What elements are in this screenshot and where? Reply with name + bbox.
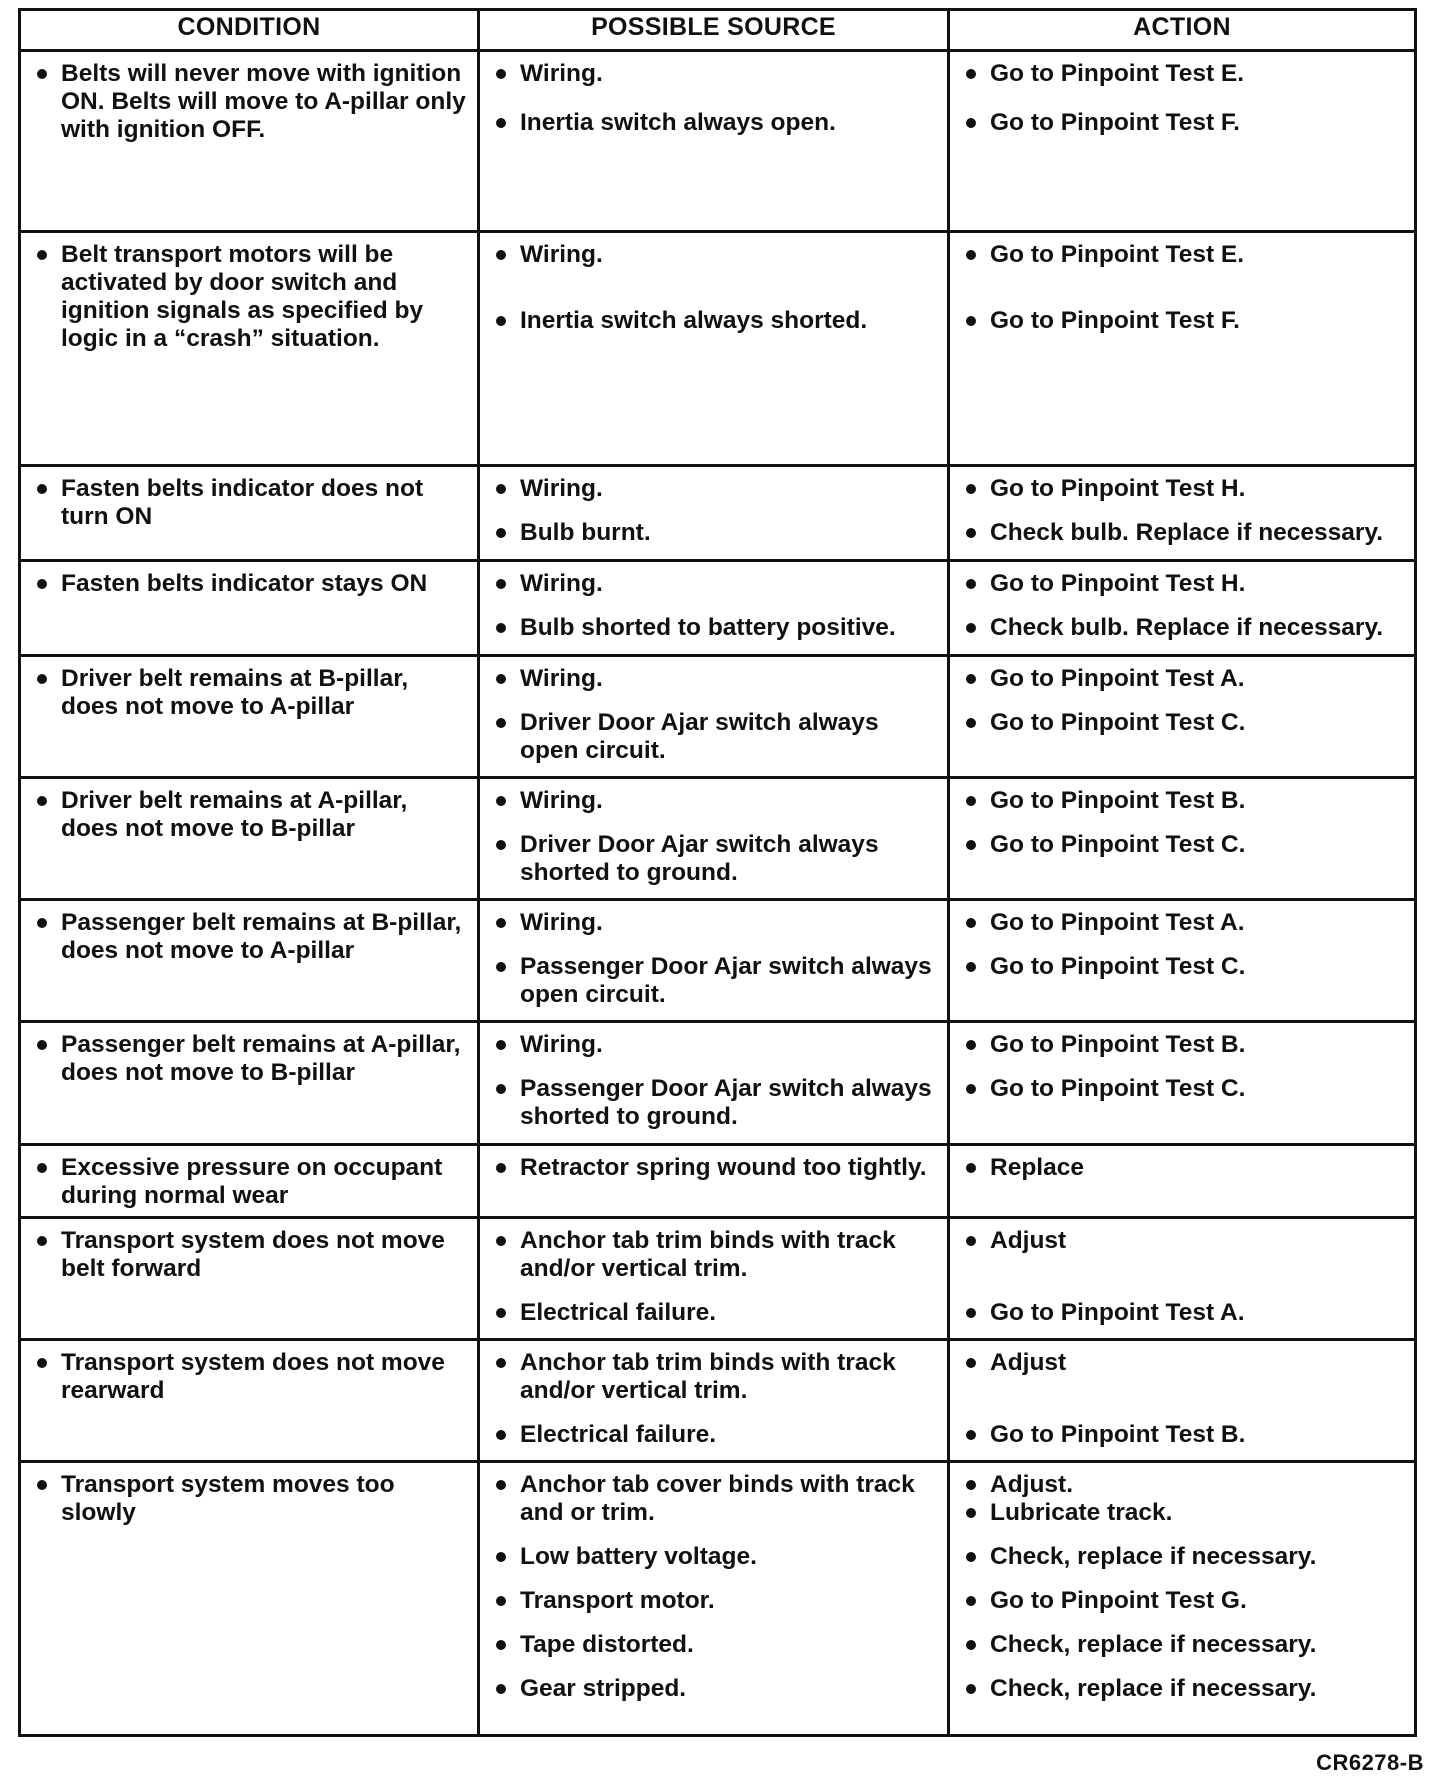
- bullet-icon: [496, 962, 506, 972]
- table-row: [20, 232, 1416, 466]
- list-item: [962, 1154, 1404, 1182]
- bullet-icon: [966, 623, 976, 633]
- bullet-icon: [966, 528, 976, 538]
- list-item: [33, 665, 467, 721]
- list-item: [492, 307, 937, 335]
- condition-cell: [20, 51, 479, 232]
- list-item: [492, 831, 937, 887]
- condition-text: Excessive pressure on occupant during normal wear: [61, 1154, 443, 1209]
- condition-text: Belt transport motors will be activated by door switch and ignition signals as specified by logic in a “crash” situation.: [61, 241, 424, 352]
- bullet-icon: [496, 623, 506, 633]
- action-text: Go to Pinpoint Test A.: [990, 909, 1245, 936]
- condition-cell: [20, 1340, 479, 1462]
- source-text: Anchor tab cover binds with track and or trim.: [520, 1471, 915, 1526]
- table-row: [20, 1022, 1416, 1145]
- table-row: [20, 778, 1416, 900]
- bullet-icon: [496, 840, 506, 850]
- action-text: Go to Pinpoint Test B.: [990, 787, 1246, 814]
- list-item: [492, 1154, 937, 1182]
- source-text: Low battery voltage.: [520, 1543, 757, 1570]
- action-text: Go to Pinpoint Test F.: [990, 307, 1240, 334]
- list-item: [492, 1675, 937, 1703]
- condition-text: Passenger belt remains at A-pillar, does not move to B-pillar: [61, 1031, 461, 1086]
- bullet-icon: [37, 1040, 47, 1050]
- bullet-icon: [496, 1308, 506, 1318]
- list-item: [962, 1471, 1404, 1499]
- action-text: Adjust: [990, 1349, 1067, 1376]
- bullet-icon: [966, 718, 976, 728]
- action-cell: [949, 1218, 1416, 1340]
- bullet-icon: [496, 796, 506, 806]
- action-cell: [949, 656, 1416, 778]
- source-text: Bulb shorted to battery positive.: [520, 614, 896, 641]
- list-item: [33, 475, 467, 531]
- bullet-icon: [37, 918, 47, 928]
- action-cell: [949, 466, 1416, 561]
- source-text: Electrical failure.: [520, 1299, 717, 1326]
- bullet-icon: [966, 1480, 976, 1490]
- bullet-icon: [496, 674, 506, 684]
- list-item: [962, 614, 1404, 642]
- source-text: Passenger Door Ajar switch always open circuit.: [520, 953, 932, 1008]
- action-text: Go to Pinpoint Test H.: [990, 475, 1246, 502]
- bullet-icon: [966, 1508, 976, 1518]
- bullet-icon: [496, 579, 506, 589]
- list-item: [962, 109, 1404, 137]
- bullet-icon: [966, 918, 976, 928]
- source-text: Driver Door Ajar switch always open circuit.: [520, 709, 879, 764]
- table-row: [20, 900, 1416, 1022]
- list-item: [962, 1349, 1404, 1377]
- bullet-icon: [966, 674, 976, 684]
- action-text: Check bulb. Replace if necessary.: [990, 614, 1384, 641]
- source-cell: [479, 232, 949, 466]
- action-text: Go to Pinpoint Test E.: [990, 60, 1245, 87]
- list-item: [962, 1031, 1404, 1059]
- list-item: [962, 1587, 1404, 1615]
- action-text: Go to Pinpoint Test G.: [990, 1587, 1247, 1614]
- list-item: [962, 1631, 1404, 1659]
- list-item: [492, 1299, 937, 1327]
- bullet-icon: [966, 796, 976, 806]
- list-item: [492, 1349, 937, 1405]
- list-item: [492, 1075, 937, 1131]
- list-item: [962, 307, 1404, 335]
- source-text: Passenger Door Ajar switch always shorted to ground.: [520, 1075, 932, 1130]
- action-text: Adjust: [990, 1227, 1067, 1254]
- bullet-icon: [496, 484, 506, 494]
- condition-cell: [20, 1462, 479, 1736]
- list-item: [33, 1349, 467, 1405]
- bullet-icon: [37, 69, 47, 79]
- list-item: [492, 1421, 937, 1449]
- list-item: [492, 241, 937, 269]
- list-item: [962, 1075, 1404, 1103]
- action-cell: [949, 1462, 1416, 1736]
- bullet-icon: [496, 1040, 506, 1050]
- bullet-icon: [496, 718, 506, 728]
- bullet-icon: [496, 316, 506, 326]
- source-text: Electrical failure.: [520, 1421, 717, 1448]
- condition-cell: [20, 900, 479, 1022]
- bullet-icon: [496, 118, 506, 128]
- bullet-icon: [37, 674, 47, 684]
- bullet-icon: [496, 1596, 506, 1606]
- condition-text: Belts will never move with ignition ON. Belts will move to A-pillar only with ignition OFF.: [61, 60, 466, 143]
- source-cell: [479, 1218, 949, 1340]
- action-cell: [949, 51, 1416, 232]
- action-text: Go to Pinpoint Test B.: [990, 1031, 1246, 1058]
- bullet-icon: [496, 918, 506, 928]
- list-item: [962, 570, 1404, 598]
- bullet-icon: [37, 579, 47, 589]
- condition-text: Fasten belts indicator does not turn ON: [61, 475, 424, 530]
- list-item: [492, 1471, 937, 1527]
- list-item: [962, 519, 1404, 547]
- list-item: [33, 570, 467, 598]
- condition-cell: [20, 656, 479, 778]
- bullet-icon: [496, 1236, 506, 1246]
- list-item: [492, 665, 937, 693]
- bullet-icon: [966, 1236, 976, 1246]
- list-item: [962, 1499, 1404, 1527]
- action-text: Go to Pinpoint Test A.: [990, 1299, 1245, 1326]
- source-text: Anchor tab trim binds with track and/or vertical trim.: [520, 1227, 896, 1282]
- bullet-icon: [966, 1684, 976, 1694]
- action-cell: [949, 1145, 1416, 1218]
- action-text: Replace: [990, 1154, 1084, 1181]
- action-text: Go to Pinpoint Test H.: [990, 570, 1246, 597]
- list-item: [962, 831, 1404, 859]
- list-item: [492, 519, 937, 547]
- action-cell: [949, 900, 1416, 1022]
- bullet-icon: [496, 1358, 506, 1368]
- action-text: Go to Pinpoint Test A.: [990, 665, 1245, 692]
- action-text: Check, replace if necessary.: [990, 1631, 1317, 1658]
- source-text: Wiring.: [520, 1031, 603, 1058]
- table-row: [20, 1462, 1416, 1736]
- list-item: [33, 60, 467, 144]
- header-possible-source: POSSIBLE SOURCE: [479, 10, 949, 51]
- list-item: [962, 953, 1404, 981]
- action-text: Check bulb. Replace if necessary.: [990, 519, 1384, 546]
- list-item: [962, 1421, 1404, 1449]
- action-text: Go to Pinpoint Test C.: [990, 1075, 1246, 1102]
- condition-cell: [20, 466, 479, 561]
- list-item: [492, 953, 937, 1009]
- bullet-icon: [966, 579, 976, 589]
- condition-text: Transport system does not move belt forward: [61, 1227, 445, 1282]
- action-text: Go to Pinpoint Test C.: [990, 831, 1246, 858]
- bullet-icon: [37, 796, 47, 806]
- bullet-icon: [496, 1430, 506, 1440]
- condition-text: Driver belt remains at A-pillar, does not move to B-pillar: [61, 787, 408, 842]
- list-item: [962, 665, 1404, 693]
- action-text: Lubricate track.: [990, 1499, 1173, 1526]
- bullet-icon: [37, 1358, 47, 1368]
- list-item: [962, 1299, 1404, 1327]
- action-cell: [949, 1340, 1416, 1462]
- source-text: Anchor tab trim binds with track and/or vertical trim.: [520, 1349, 896, 1404]
- list-item: [492, 1227, 937, 1283]
- list-item: [492, 570, 937, 598]
- bullet-icon: [37, 484, 47, 494]
- condition-cell: [20, 232, 479, 466]
- list-item: [33, 1154, 467, 1210]
- bullet-icon: [37, 250, 47, 260]
- header-row: [20, 10, 1416, 51]
- diagnosis-document: [18, 8, 1414, 1737]
- diagnosis-table: [18, 8, 1417, 1737]
- list-item: [492, 60, 937, 88]
- source-text: Wiring.: [520, 241, 603, 268]
- action-text: Go to Pinpoint Test E.: [990, 241, 1245, 268]
- header-condition: CONDITION: [20, 10, 479, 51]
- bullet-icon: [966, 484, 976, 494]
- action-cell: [949, 778, 1416, 900]
- table-row: [20, 466, 1416, 561]
- source-text: Inertia switch always open.: [520, 109, 836, 136]
- bullet-icon: [966, 1552, 976, 1562]
- list-item: [492, 614, 937, 642]
- action-text: Go to Pinpoint Test C.: [990, 953, 1246, 980]
- table-row: [20, 1340, 1416, 1462]
- bullet-icon: [966, 840, 976, 850]
- list-item: [492, 709, 937, 765]
- source-text: Wiring.: [520, 475, 603, 502]
- source-text: Wiring.: [520, 787, 603, 814]
- action-cell: [949, 1022, 1416, 1145]
- source-text: Driver Door Ajar switch always shorted to ground.: [520, 831, 879, 886]
- source-cell: [479, 778, 949, 900]
- source-text: Retractor spring wound too tightly.: [520, 1154, 927, 1181]
- list-item: [962, 1227, 1404, 1255]
- bullet-icon: [966, 1163, 976, 1173]
- condition-cell: [20, 1145, 479, 1218]
- action-text: Check, replace if necessary.: [990, 1675, 1317, 1702]
- condition-cell: [20, 1218, 479, 1340]
- list-item: [492, 787, 937, 815]
- bullet-icon: [496, 1684, 506, 1694]
- list-item: [33, 1471, 467, 1527]
- bullet-icon: [37, 1236, 47, 1246]
- list-item: [492, 1631, 937, 1659]
- source-cell: [479, 1340, 949, 1462]
- bullet-icon: [37, 1163, 47, 1173]
- list-item: [962, 709, 1404, 737]
- list-item: [962, 241, 1404, 269]
- list-item: [962, 787, 1404, 815]
- list-item: [962, 475, 1404, 503]
- condition-text: Driver belt remains at B-pillar, does not move to A-pillar: [61, 665, 409, 720]
- figure-code: CR6278-B: [1316, 1750, 1424, 1775]
- bullet-icon: [496, 1480, 506, 1490]
- bullet-icon: [966, 118, 976, 128]
- list-item: [33, 787, 467, 843]
- source-cell: [479, 656, 949, 778]
- bullet-icon: [966, 1358, 976, 1368]
- bullet-icon: [496, 1640, 506, 1650]
- action-cell: [949, 232, 1416, 466]
- table-row: [20, 656, 1416, 778]
- list-item: [33, 1031, 467, 1087]
- table-row: [20, 561, 1416, 656]
- bullet-icon: [966, 1596, 976, 1606]
- source-text: Wiring.: [520, 60, 603, 87]
- condition-cell: [20, 1022, 479, 1145]
- condition-text: Transport system does not move rearward: [61, 1349, 445, 1404]
- source-cell: [479, 1145, 949, 1218]
- source-text: Gear stripped.: [520, 1675, 687, 1702]
- action-text: Adjust.: [990, 1471, 1074, 1498]
- table-row: [20, 1218, 1416, 1340]
- list-item: [492, 1031, 937, 1059]
- source-cell: [479, 466, 949, 561]
- bullet-icon: [966, 1308, 976, 1318]
- source-cell: [479, 1462, 949, 1736]
- list-item: [962, 60, 1404, 88]
- list-item: [492, 109, 937, 137]
- header-action: ACTION: [949, 10, 1416, 51]
- list-item: [492, 909, 937, 937]
- list-item: [962, 1543, 1404, 1571]
- bullet-icon: [37, 1480, 47, 1490]
- list-item: [492, 1543, 937, 1571]
- list-item: [33, 1227, 467, 1283]
- bullet-icon: [966, 962, 976, 972]
- condition-text: Fasten belts indicator stays ON: [61, 570, 428, 597]
- bullet-icon: [496, 1163, 506, 1173]
- list-item: [962, 909, 1404, 937]
- source-cell: [479, 1022, 949, 1145]
- bullet-icon: [966, 1430, 976, 1440]
- table-row: [20, 51, 1416, 232]
- bullet-icon: [966, 1040, 976, 1050]
- action-cell: [949, 561, 1416, 656]
- list-item: [492, 475, 937, 503]
- bullet-icon: [496, 1552, 506, 1562]
- source-text: Wiring.: [520, 665, 603, 692]
- source-cell: [479, 900, 949, 1022]
- bullet-icon: [966, 250, 976, 260]
- bullet-icon: [966, 316, 976, 326]
- bullet-icon: [496, 1084, 506, 1094]
- action-text: Go to Pinpoint Test C.: [990, 709, 1246, 736]
- list-item: [33, 241, 467, 353]
- list-item: [962, 1675, 1404, 1703]
- bullet-icon: [966, 1640, 976, 1650]
- action-text: Check, replace if necessary.: [990, 1543, 1317, 1570]
- condition-cell: [20, 561, 479, 656]
- source-text: Wiring.: [520, 570, 603, 597]
- condition-text: Transport system moves too slowly: [61, 1471, 395, 1526]
- action-text: Go to Pinpoint Test B.: [990, 1421, 1246, 1448]
- table-row: [20, 1145, 1416, 1218]
- bullet-icon: [966, 69, 976, 79]
- condition-cell: [20, 778, 479, 900]
- source-text: Tape distorted.: [520, 1631, 694, 1658]
- source-text: Transport motor.: [520, 1587, 715, 1614]
- source-cell: [479, 561, 949, 656]
- source-cell: [479, 51, 949, 232]
- action-text: Go to Pinpoint Test F.: [990, 109, 1240, 136]
- source-text: Inertia switch always shorted.: [520, 307, 868, 334]
- list-item: [492, 1587, 937, 1615]
- condition-text: Passenger belt remains at B-pillar, does not move to A-pillar: [61, 909, 462, 964]
- bullet-icon: [496, 528, 506, 538]
- bullet-icon: [966, 1084, 976, 1094]
- bullet-icon: [496, 69, 506, 79]
- bullet-icon: [496, 250, 506, 260]
- list-item: [33, 909, 467, 965]
- source-text: Bulb burnt.: [520, 519, 651, 546]
- source-text: Wiring.: [520, 909, 603, 936]
